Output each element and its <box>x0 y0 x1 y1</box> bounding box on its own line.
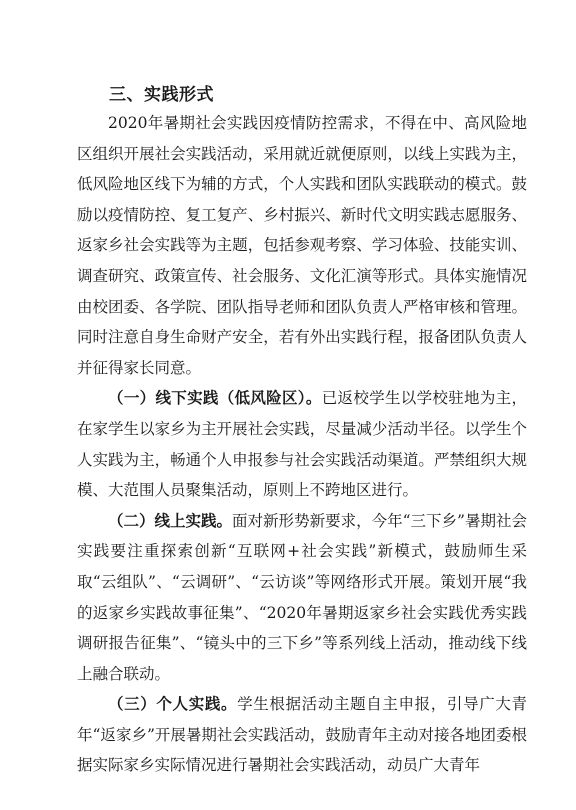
paragraph-offline-practice <box>77 383 527 505</box>
paragraph-online-lead: （二）线上实践。 <box>108 510 233 530</box>
paragraph-individual-text: 学生根据活动主题自主申报，引导广大青年“返家乡”开展暑期社会实践活动，鼓励青年主动对接各地团委根据实际家乡实际情况进行暑期社会实践活动，动员广大青年 <box>77 695 527 775</box>
paragraph-individual-practice <box>77 689 527 781</box>
paragraph-intro-text: 2020年暑期社会实践因疫情防控需求，不得在中、高风险地区组织开展社会实践活动，采用就近就便原则，以线上实践为主，低风险地区线下为辅的方式，个人实践和团队实践联动的模式。鼓励以疫情防控、复工复产、乡村振兴、新时代文明实践志愿服务、返家乡社会实践等为主题，包括参观考察、学习体验、技能实训、调查研究、政策宣传、社会服务、文化汇演等形式。具体实施情况由校团委、各学院、团队指导老师和团队负责人严格审核和管理。同时注意自身生命财产安全，若有外出实践行程，报备团队负责人并征得家长同意。 <box>77 114 527 377</box>
paragraph-individual-lead: （三）个人实践。 <box>108 694 238 714</box>
body-text <box>77 108 527 781</box>
paragraph-offline-lead: （一）线下实践（低风险区）。 <box>108 388 322 408</box>
paragraph-online-practice <box>77 506 527 690</box>
paragraph-online-text: 面对新形势新要求，今年“三下乡”暑期社会实践要注重探索创新“互联网+社会实践”新模式，鼓励师生采取“云组队”、“云调研”、“云访谈”等网络形式开展。策划开展“我的返家乡实践故事征集”、“2020年暑期返家乡社会实践优秀实践调研报告征集”、“镜头中的三下乡”等系列线上活动，推动线下线上融合联动。 <box>77 511 527 683</box>
section-heading: 三、实践形式 <box>109 85 214 105</box>
paragraph-offline-text: 已返校学生以学校驻地为主，在家学生以家乡为主开展社会实践，尽量减少活动半径。以学生个人实践为主，畅通个人申报参与社会实践活动渠道。严禁组织大规模、大范围人员聚集活动，原则上不跨地区进行。 <box>77 389 527 500</box>
paragraph-intro <box>77 108 527 383</box>
